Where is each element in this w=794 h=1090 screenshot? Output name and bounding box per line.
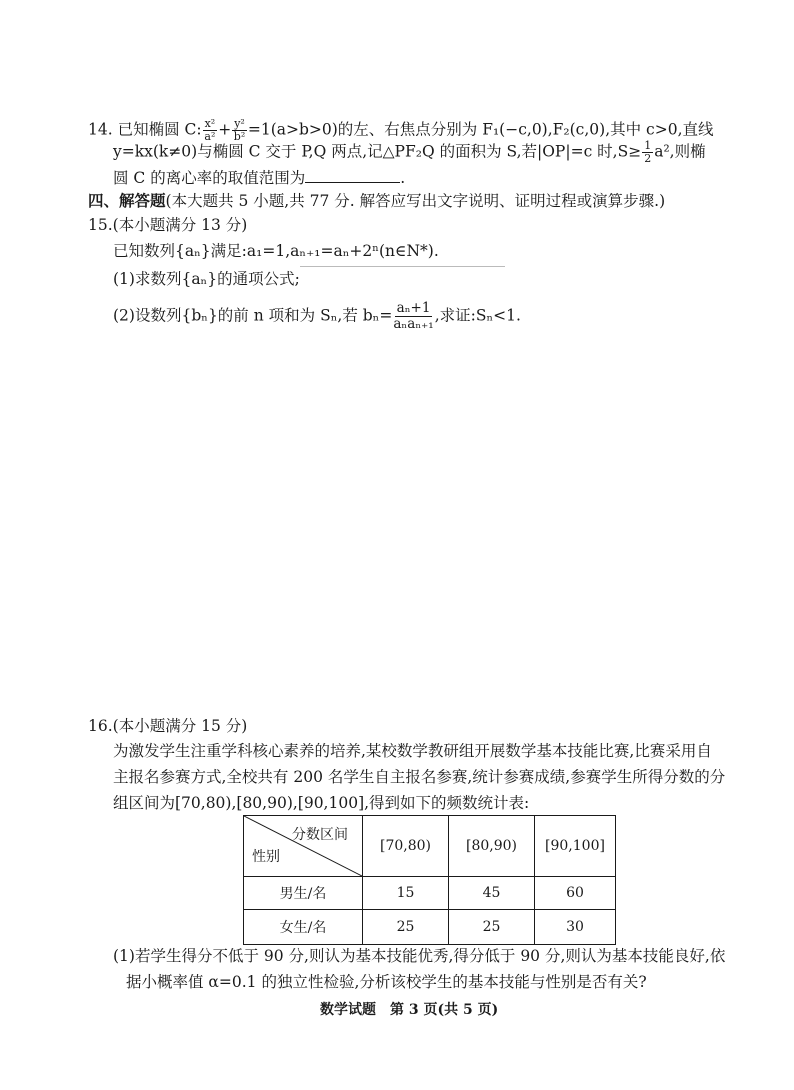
section-4-title: 四、解答题 (88, 191, 166, 210)
q15-part-1: (1)求数列{aₙ}的通项公式; (113, 270, 300, 288)
divider-line (300, 266, 505, 267)
table-corner-cell (244, 816, 363, 877)
column-header: [80,90) (449, 816, 535, 877)
q16-header: 16.(本小题满分 15 分) (88, 717, 248, 735)
table-cell: 45 (449, 877, 535, 910)
q14-text-2b: a²,则椭 (654, 142, 706, 161)
q14-fraction-x: $\frac{\text{x²}}{\text{a²}}$ (204, 117, 216, 143)
q14-line-2 (113, 140, 706, 165)
row-label: 男生/名 (244, 877, 363, 910)
table-cell: 25 (449, 910, 535, 945)
table-row (244, 877, 616, 910)
q15-header: 15.(本小题满分 13 分) (88, 216, 248, 234)
row-label: 女生/名 (244, 910, 363, 945)
q14-line-3: 圆 C 的离心率的取值范围为 . (113, 166, 405, 188)
q14-text-3: 圆 C 的离心率的取值范围为 (113, 169, 306, 187)
frequency-table (243, 815, 616, 945)
q14-answer-blank[interactable] (305, 166, 400, 183)
q15-fraction-bn: $\frac{\text{aₙ+1}}{\text{aₙaₙ₊₁}}$ (393, 300, 434, 332)
table-cell: 25 (363, 910, 449, 945)
table-cell: 30 (535, 910, 616, 945)
q16-part-1-line-2: 据小概率值 α=0.1 的独立性检验,分析该校学生的基本技能与性别是否有关? (126, 973, 647, 991)
table-row (244, 910, 616, 945)
q15-part-2: (2)设数列{bₙ}的前 n 项和为 Sₙ,若 bₙ= $\frac{\text{aₙ+1}}{\text{aₙaₙ₊₁}}$ ,求证:Sₙ<1. (113, 300, 521, 332)
q16-paragraph-line-3: 组区间为[70,80),[80,90),[90,100],得到如下的频数统计表: (113, 794, 530, 812)
q14-text-1a: 14. 已知椭圆 C: (88, 120, 202, 139)
table-header-row (244, 816, 616, 877)
q14-text-1b: =1(a>b>0)的左、右焦点分别为 F₁(−c,0),F₂(c,0),其中 c>0,直线 (247, 120, 714, 139)
column-header: [90,100] (535, 816, 616, 877)
section-4-desc: (本大题共 5 小题,共 77 分. 解答应写出文字说明、证明过程或演算步骤.) (165, 192, 666, 210)
corner-label-gender: 性别 (252, 849, 280, 865)
q14-fraction-half: $\frac{1}{2}$ (644, 139, 652, 165)
q14-fraction-y: $\frac{\text{y²}}{\text{b²}}$ (233, 117, 246, 143)
q15-given: 已知数列{aₙ}满足:a₁=1,aₙ₊₁=aₙ+2ⁿ(n∈N*). (113, 242, 439, 260)
q16-part-1-line-1: (1)若学生得分不低于 90 分,则认为基本技能优秀,得分低于 90 分,则认为基本技能良好,依 (113, 947, 726, 965)
column-header: [70,80) (363, 816, 449, 877)
q16-paragraph-line-2: 主报名参赛方式,全校共有 200 名学生自主报名参赛,统计参赛成绩,参赛学生所得分数的分 (113, 768, 726, 786)
q16-paragraph-line-1: 为激发学生注重学科核心素养的培养,某校数学教研组开展数学基本技能比赛,比赛采用自 (113, 742, 712, 760)
table-cell: 15 (363, 877, 449, 910)
corner-label-score: 分数区间 (292, 827, 348, 843)
table-cell: 60 (535, 877, 616, 910)
q14-line-1: 14. 已知椭圆 C: $\frac{\text{x²}}{\text{a²}}$ + $\frac{\text{y²}}{\text{b²}}$ =1(a>b>0)的左、右焦点分别为 F₁(−c,0),F₂(c,0),其中 c>0,直线 (88, 117, 714, 143)
q14-text-2a: y=kx(k≠0)与椭圆 C 交于 P,Q 两点,记△PF₂Q 的面积为 S,若|OP|=c 时,S≥ (113, 142, 642, 161)
section-4-heading (88, 191, 665, 211)
page-footer: 数学试题 第 3 页(共 5 页) (320, 1002, 499, 1018)
